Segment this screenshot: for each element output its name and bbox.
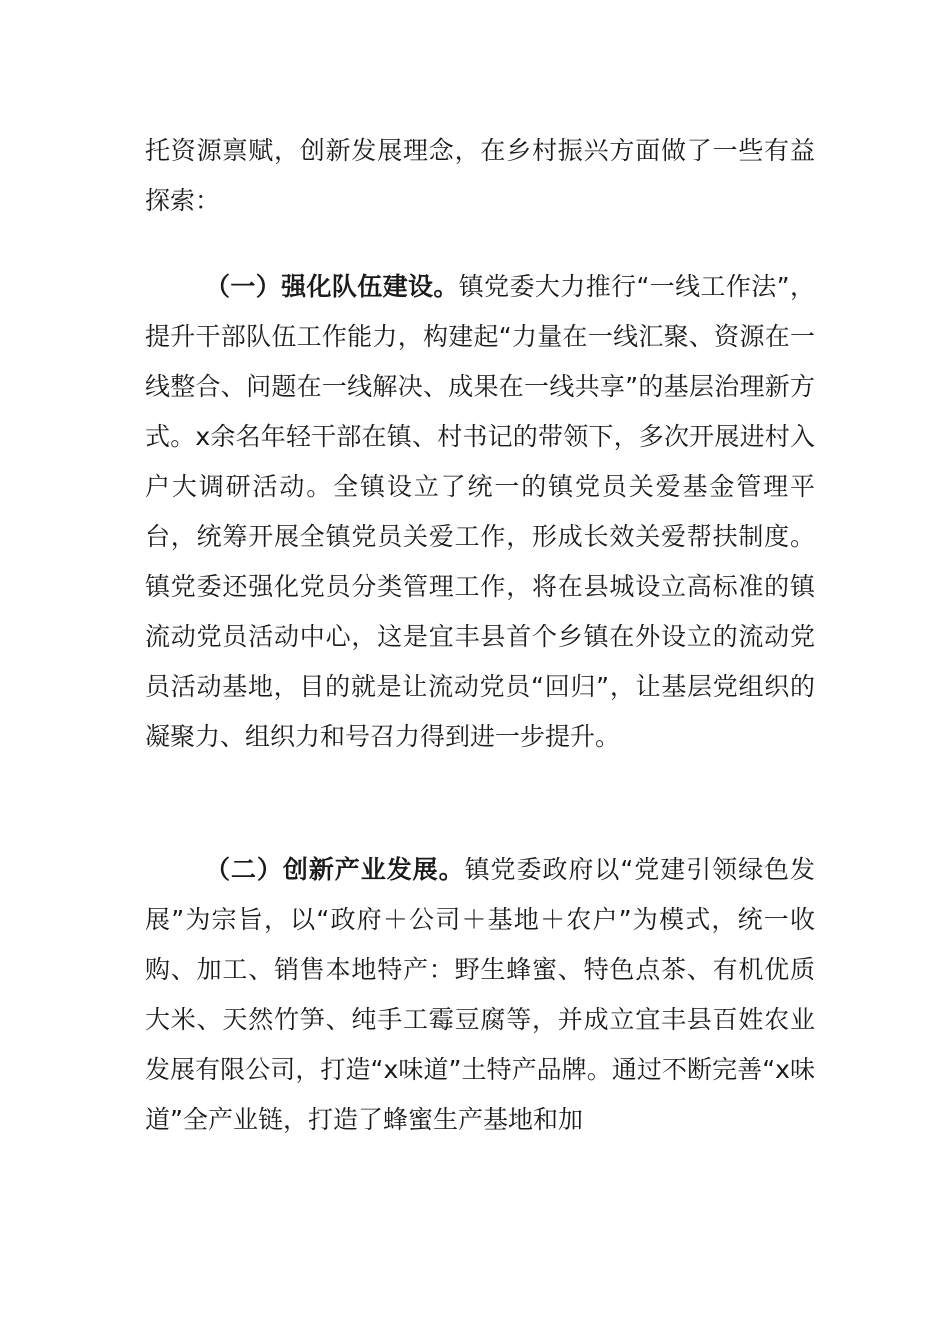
paragraph-text: 镇党委政府以“党建引领绿色发展”为宗旨，以“政府＋公司＋基地＋农户”为模式，统一收购、加工、销售本地特产：野生蜂蜜、特色点茶、有机优质大米、天然竹笋、纯手工霉豆腐等，并成立宜丰县百姓农业发展有限公司，打造“x味道”土特产品牌。通过不断完善“x味道”全产业链，打造了蜂蜜生产基地和加 <box>145 855 815 1134</box>
paragraph-text: 镇党委大力推行“一线工作法”，提升干部队伍工作能力，构建起“力量在一线汇聚、资源在一线整合、问题在一线解决、成果在一线共享”的基层治理新方式。x余名年轻干部在镇、村书记的带领下，多次开展进村入户大调研活动。全镇设立了统一的镇党员关爱基金管理平台，统筹开展全镇党员关爱工作，形成长效关爱帮扶制度。镇党委还强化党员分类管理工作，将在县城设立高标准的镇流动党员活动中心，这是宜丰县首个乡镇在外设立的流动党员活动基地，目的就是让流动党员“回归”，让基层党组织的凝聚力、组织力和号召力得到进一步提升。 <box>145 272 815 751</box>
paragraph-intro-continuation <box>145 126 815 226</box>
paragraph-team-building <box>145 262 815 762</box>
paragraph-industry-development <box>145 845 815 1145</box>
paragraph-text: 托资源禀赋，创新发展理念，在乡村振兴方面做了一些有益探索： <box>145 136 815 215</box>
section-heading-team-building: （一）强化队伍建设。 <box>205 272 459 301</box>
section-heading-industry-development: （二）创新产业发展。 <box>205 855 465 884</box>
